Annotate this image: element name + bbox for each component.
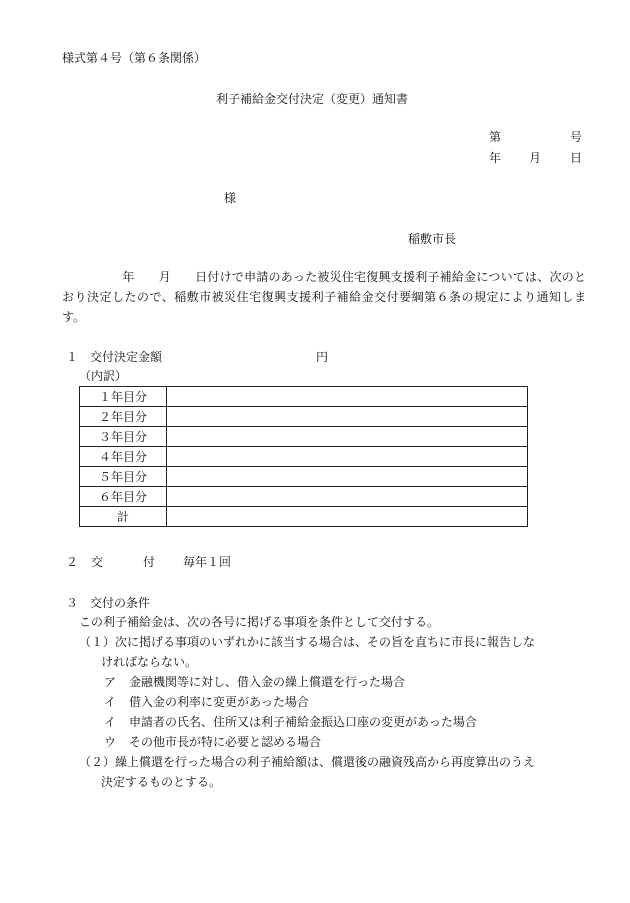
row-value bbox=[167, 487, 528, 507]
body-year: 年 bbox=[122, 270, 135, 284]
body-month: 月 bbox=[158, 270, 171, 284]
section2-label-part2: 付 bbox=[143, 555, 156, 569]
issuer: 稲敷市長 bbox=[408, 232, 457, 246]
row-value bbox=[167, 407, 528, 427]
date-day: 日 bbox=[570, 151, 583, 165]
subitem-text: 申請者の氏名、住所又は利子補給金振込口座の変更があった場合 bbox=[129, 715, 477, 729]
table-row bbox=[80, 467, 528, 487]
document-title: 利子補給金交付決定（変更）通知書 bbox=[216, 92, 409, 106]
row-value bbox=[167, 387, 528, 407]
row-label: ２年目分 bbox=[80, 407, 167, 427]
section1-number: １ bbox=[66, 350, 79, 364]
table-row bbox=[80, 407, 528, 427]
row-label: ５年目分 bbox=[80, 467, 167, 487]
table-row-total bbox=[80, 507, 528, 527]
amount-unit: 円 bbox=[316, 350, 329, 364]
doc-number-prefix: 第 bbox=[489, 130, 502, 144]
item1-text-line2: ければならない。 bbox=[101, 655, 198, 669]
form-number: 様式第４号（第６条関係） bbox=[62, 51, 207, 65]
row-label: 計 bbox=[80, 507, 167, 527]
item1-number: （１） bbox=[79, 635, 116, 649]
doc-number-suffix: 号 bbox=[570, 130, 583, 144]
section2-label-part1: 交 bbox=[91, 555, 104, 569]
item2-text-line1: 繰上償還を行った場合の利子補給額は、償還後の融資残高から再度算出のうえ bbox=[115, 755, 536, 769]
item2-text-line2: 決定するものとする。 bbox=[101, 775, 222, 789]
table-row bbox=[80, 487, 528, 507]
row-value bbox=[167, 507, 528, 527]
section2-value: 毎年１回 bbox=[183, 555, 232, 569]
breakdown-label: （内訳） bbox=[79, 369, 128, 383]
addressee-suffix: 様 bbox=[224, 191, 237, 205]
table-row bbox=[80, 387, 528, 407]
subitem-text: 金融機関等に対し、借入金の繰上償還を行った場合 bbox=[129, 675, 406, 689]
section3-label: 交付の条件 bbox=[90, 596, 151, 610]
table-row bbox=[80, 447, 528, 467]
row-value bbox=[167, 467, 528, 487]
row-value bbox=[167, 447, 528, 467]
row-label: ４年目分 bbox=[80, 447, 167, 467]
subitem-mark: イ bbox=[104, 715, 117, 729]
subitem-text: 借入金の利率に変更があった場合 bbox=[129, 695, 309, 709]
breakdown-table bbox=[79, 386, 528, 527]
section2-number: ２ bbox=[66, 555, 79, 569]
date-year: 年 bbox=[489, 151, 502, 165]
section3-number: ３ bbox=[66, 596, 79, 610]
section1-label: 交付決定金額 bbox=[90, 350, 163, 364]
item1-text-line1: 次に掲げる事項のいずれかに該当する場合は、その旨を直ちに市長に報告しな bbox=[115, 635, 536, 649]
subitem-text: その他市長が特に必要と認める場合 bbox=[129, 735, 322, 749]
body-paragraph bbox=[62, 267, 586, 327]
subitem-mark: ア bbox=[104, 675, 117, 689]
date-month: 月 bbox=[529, 151, 542, 165]
row-label: １年目分 bbox=[80, 387, 167, 407]
row-label: ３年目分 bbox=[80, 427, 167, 447]
subitem-mark: ウ bbox=[104, 735, 117, 749]
subitem-mark: イ bbox=[104, 695, 117, 709]
table-row bbox=[80, 427, 528, 447]
body-text: 日付けで申請のあった被災住宅復興支援利子補給金については、次のとおり決定したので、稲敷市被災住宅復興支援利子補給金交付要綱第６条の規定により通知します。 bbox=[62, 270, 586, 324]
row-value bbox=[167, 427, 528, 447]
section3-intro: この利子補給金は、次の各号に掲げる事項を条件として交付する。 bbox=[79, 615, 440, 629]
row-label: ６年目分 bbox=[80, 487, 167, 507]
item2-number: （２） bbox=[79, 755, 116, 769]
